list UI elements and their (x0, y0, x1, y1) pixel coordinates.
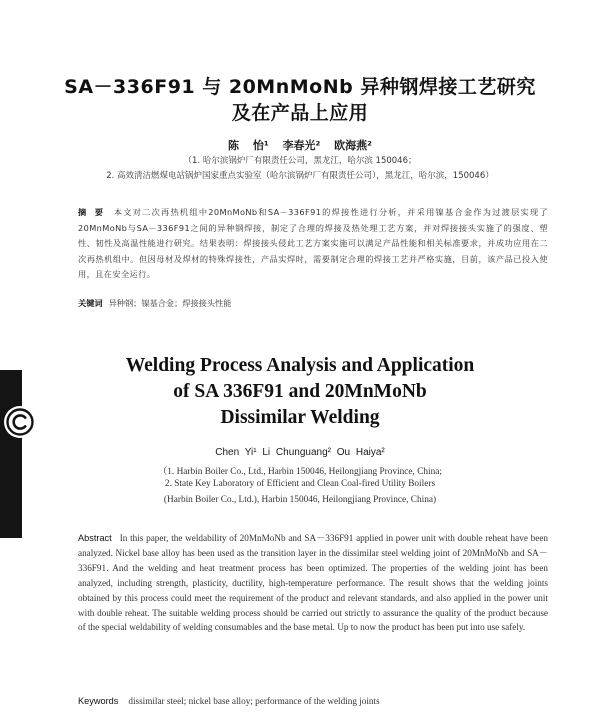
cn-title-line1: SA－336F91 与 20MnMoNb 异种钢焊接工艺研究 (64, 76, 536, 98)
en-keywords-text: dissimilar steel; nickel base alloy; performance of the welding joints (128, 696, 380, 706)
cn-keywords-text: 异种钢；镍基合金；焊接接头性能 (108, 298, 232, 308)
en-title-line1: Welding Process Analysis and Application (125, 355, 475, 376)
en-abstract-text: In this paper, the weldability of 20MnMoNb and SA－336F91 applied in power unit with double reheat have been analyzed. Nickel base alloy has been used as the transition layer in the dissimilar steel welding joint of 20MnMoNb and SA－336F91. And the welding and heat treatment process has been optimized. The properties of the welding joint has been analyzed, including strength, plasticity, ductility, high-temperature performance. The result shows that the welding joints obtained by this process could meet the requirement of the product and relevant standards, and also applied in the power unit with double reheat. The suitable welding process should be carried out strictly to assurance the quality of the product because of the special weldability of welding consumables and the base metal. Up to now the product has been put into use safely. (78, 533, 548, 633)
cn-keywords (78, 298, 548, 309)
en-abstract-label: Abstract (78, 533, 112, 543)
cn-keywords-label: 关键词 (78, 298, 103, 308)
en-authors: Chen Yi¹ Li Chunguang² Ou Haiya² (215, 447, 385, 458)
en-abstract (78, 531, 548, 635)
en-keywords (78, 696, 548, 706)
cn-abstract-label: 摘 要 (78, 207, 106, 217)
cn-abstract (78, 205, 548, 283)
cn-authors: 陈 怡¹ 李春光² 欧海燕² (228, 139, 372, 152)
cn-affiliation-2: 2. 高效清洁燃煤电站锅炉国家重点实验室（哈尔滨锅炉厂有限责任公司），黑龙江，哈尔滨，150046） (106, 171, 494, 181)
en-title-line3: Dissimilar Welding (220, 407, 380, 428)
en-title-line2: of SA 336F91 and 20MnMoNb (173, 381, 427, 402)
cn-affiliation-1: （1. 哈尔滨锅炉厂有限责任公司，黑龙江，哈尔滨 150046； (183, 156, 417, 166)
en-affiliation-3: (Harbin Boiler Co., Ltd.), Harbin 150046, Heilongjiang Province, China) (163, 495, 437, 505)
cn-title-line2: 及在产品上应用 (231, 102, 369, 124)
en-keywords-label: Keywords (78, 696, 119, 706)
copyright-icon (2, 404, 38, 440)
en-affiliation-1: （1. Harbin Boiler Co., Ltd., Harbin 150046, Heilongjiang Province, China; (157, 467, 443, 477)
cn-abstract-text: 本文对二次再热机组中20MnMoNb和SA－336F91的焊接性进行分析，并采用镍基合金作为过渡层实现了20MnMoNb与SA－336F91之间的异种钢焊接，制定了合理的焊接及热处理工艺方案，并对焊接接头实施了的强度、塑性、韧性及高温性能进行研究。结果表明：焊接接头侵此工艺方案实施可以满足产品性能和相关标准要求，并成功应用在二次再热机组中。但因母材及焊材的特殊焊接性，产品实焊时，需要制定合理的焊接工艺并严格实施，目前，该产品已投入使用，且在安全运行。 (78, 207, 549, 279)
en-affiliation-2: 2. State Key Laboratory of Efficient and Clean Coal-fired Utility Boilers (164, 479, 436, 489)
